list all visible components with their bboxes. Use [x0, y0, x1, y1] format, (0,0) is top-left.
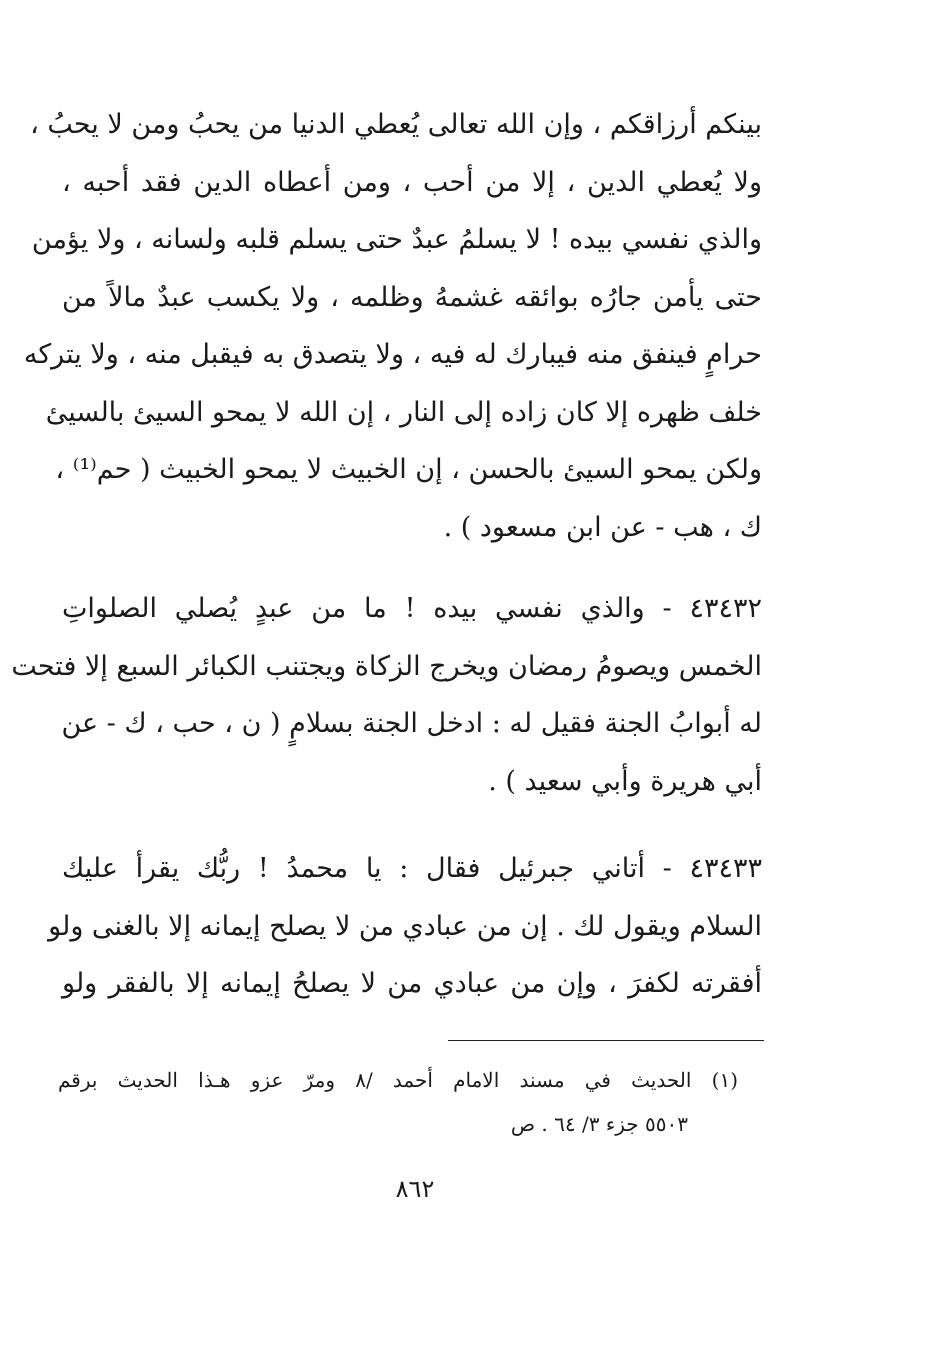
text-line: الخمس ويصومُ رمضان ويخرج الزكاة ويجتنب الكبائر السبع إلا فتحت	[11, 650, 762, 682]
text-line: ك ، هب - عن ابن مسعود ) .	[443, 511, 762, 543]
page-number: ٨٦٢	[395, 1175, 435, 1203]
text-line: له أبوابُ الجنة فقيل له : ادخل الجنة بسلامٍ ( ن ، حب ، ك - عن	[61, 708, 762, 739]
text-line: بينكم أرزاقكم ، وإن الله تعالى يُعطي الدنيا من يحبُ ومن لا يحبُ ،	[30, 109, 762, 140]
text-line: خلف ظهره إلا كان زاده إلى النار ، إن الله لا يمحو السيئ بالسيئ	[45, 396, 762, 428]
text-line: ولكن يمحو السيئ بالحسن ، إن الخبيث لا يمحو الخبيث ( حم⁽¹⁾ ،	[55, 454, 762, 485]
text-line: حرامٍ فينفق منه فيبارك له فيه ، ولا يتصدق به فيقبل منه ، ولا يتركه	[23, 339, 762, 370]
text-line: ٤٣٤٣٢ - والذي نفسي بيده ! ما من عبدٍ يُصلي الصلواتِ	[62, 593, 762, 624]
text-line: والذي نفسي بيده ! لا يسلمُ عبدٌ حتى يسلم قلبه ولسانه ، ولا يؤمن	[31, 224, 762, 255]
footnote-line: (١) الحديث في مسند الامام أحمد /٨ ومرّ عزو هـذا الحديث برقم	[58, 1068, 738, 1092]
paragraph-hadith-43433	[48, 840, 762, 1013]
footnote-line: ٥٥٠٣ جزء ٣/ ٦٤ . ص	[510, 1112, 688, 1136]
footnotes	[58, 1058, 738, 1146]
text-line: أبي هريرة وأبي سعيد ) .	[488, 765, 762, 797]
paragraph-hadith-continuation	[23, 96, 762, 556]
footnote-divider	[448, 1040, 764, 1041]
paragraph-hadith-43432	[11, 580, 762, 810]
text-line: حتى يأمن جارُه بوائقه غشمهُ وظلمه ، ولا يكسب عبدٌ مالاً من	[62, 281, 762, 313]
text-line: السلام ويقول لك . إن من عبادي من لا يصلح إيمانه إلا بالغنى ولو	[48, 910, 762, 942]
text-line: أفقرته لكفرَ ، وإن من عبادي من لا يصلحُ إيمانه إلا بالفقر ولو	[62, 968, 762, 999]
text-line: ٤٣٤٣٣ - أتاني جبرئيل فقال : يا محمدُ ! ربُّك يقرأ عليك	[62, 853, 762, 884]
text-line: ولا يُعطي الدين ، إلا من أحب ، ومن أعطاه الدين فقد أحبه ،	[62, 166, 762, 198]
